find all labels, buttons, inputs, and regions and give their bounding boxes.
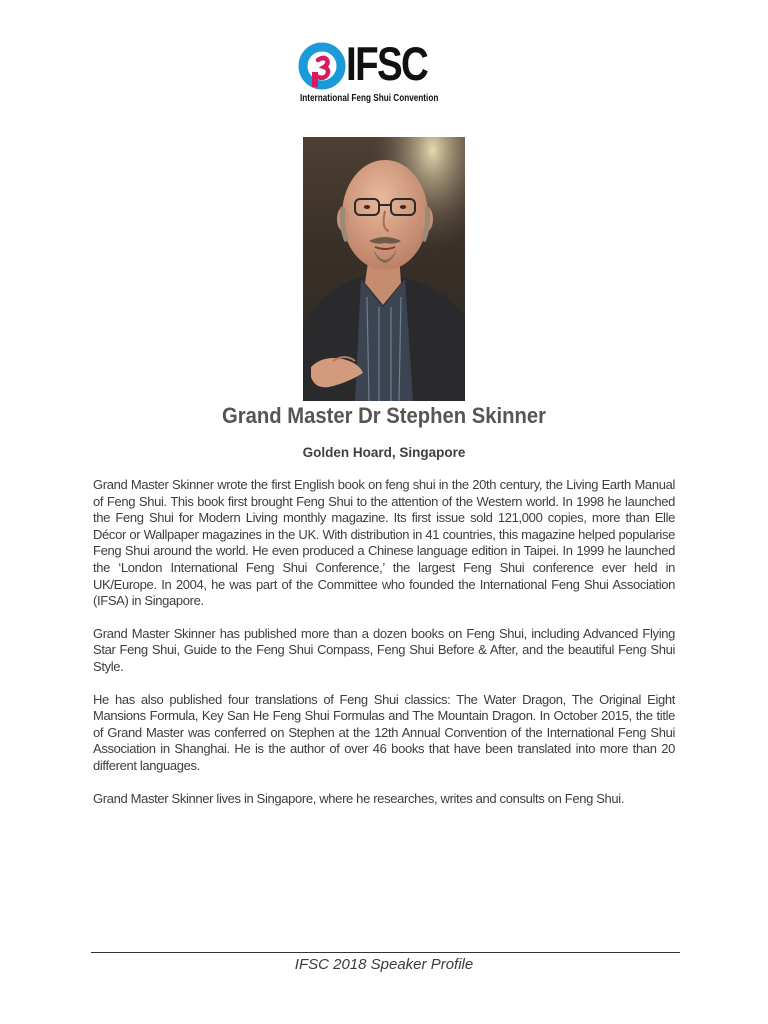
speaker-name: Grand Master Dr Stephen Skinner (222, 403, 546, 428)
speaker-affiliation: Golden Hoard, Singapore (302, 445, 466, 460)
logo-wordmark: IFSC (346, 37, 428, 90)
logo-tagline: International Feng Shui Convention (300, 92, 439, 104)
bio-paragraph-2: Grand Master Skinner has published more than a dozen books on Feng Shui, including Advanced Flying Star Feng Shui, Guide to the Feng Shui Compass, Feng Shui Before & After, and the beautiful Feng Shui Style. (93, 625, 675, 674)
footer-caption: IFSC 2018 Speaker Profile (294, 956, 474, 973)
bio-paragraph-3: He has also published four translations of Feng Shui classics: The Water Dragon, The Original Eight Mansions Formula, Key San He Feng Shui Formulas and The Mountain Dragon. In October 2015, the title of Grand Master was conferred on Stephen at the 12th Annual Convention of the International Feng Shui Association in Shanghai. He is the author of over 46 books that have been translated into more than 20 different languages. (93, 691, 675, 773)
portrait-illustration (303, 137, 465, 401)
footer-divider (91, 952, 680, 953)
bio-paragraph-4: Grand Master Skinner lives in Singapore, where he researches, writes and consults on Feng Shui. (93, 790, 625, 806)
ifsc-logo (298, 37, 439, 106)
biography (93, 477, 675, 823)
bio-paragraph-1: Grand Master Skinner wrote the first English book on feng shui in the 20th century, the Living Earth Manual of Feng Shui. This book first brought Feng Shui to the attention of the Western world. In 1998 he launched the Feng Shui for Modern Living monthly magazine. Its first issue sold 121,000 copies, more than Elle Décor or Wallpaper magazines in the UK. With distribution in 41 countries, this magazine helped popularise Feng Shui around the world. He even produced a Chinese language edition in Taipei. In 1999 he launched the ‘London International Feng Shui Conference,’ the largest Feng Shui conference ever held in UK/Europe. In 2004, he was part of the Committee who founded the International Feng Shui Association (IFSA) in Singapore. (93, 477, 675, 609)
ifsc-logo-icon (298, 42, 346, 90)
speaker-portrait (303, 137, 465, 401)
